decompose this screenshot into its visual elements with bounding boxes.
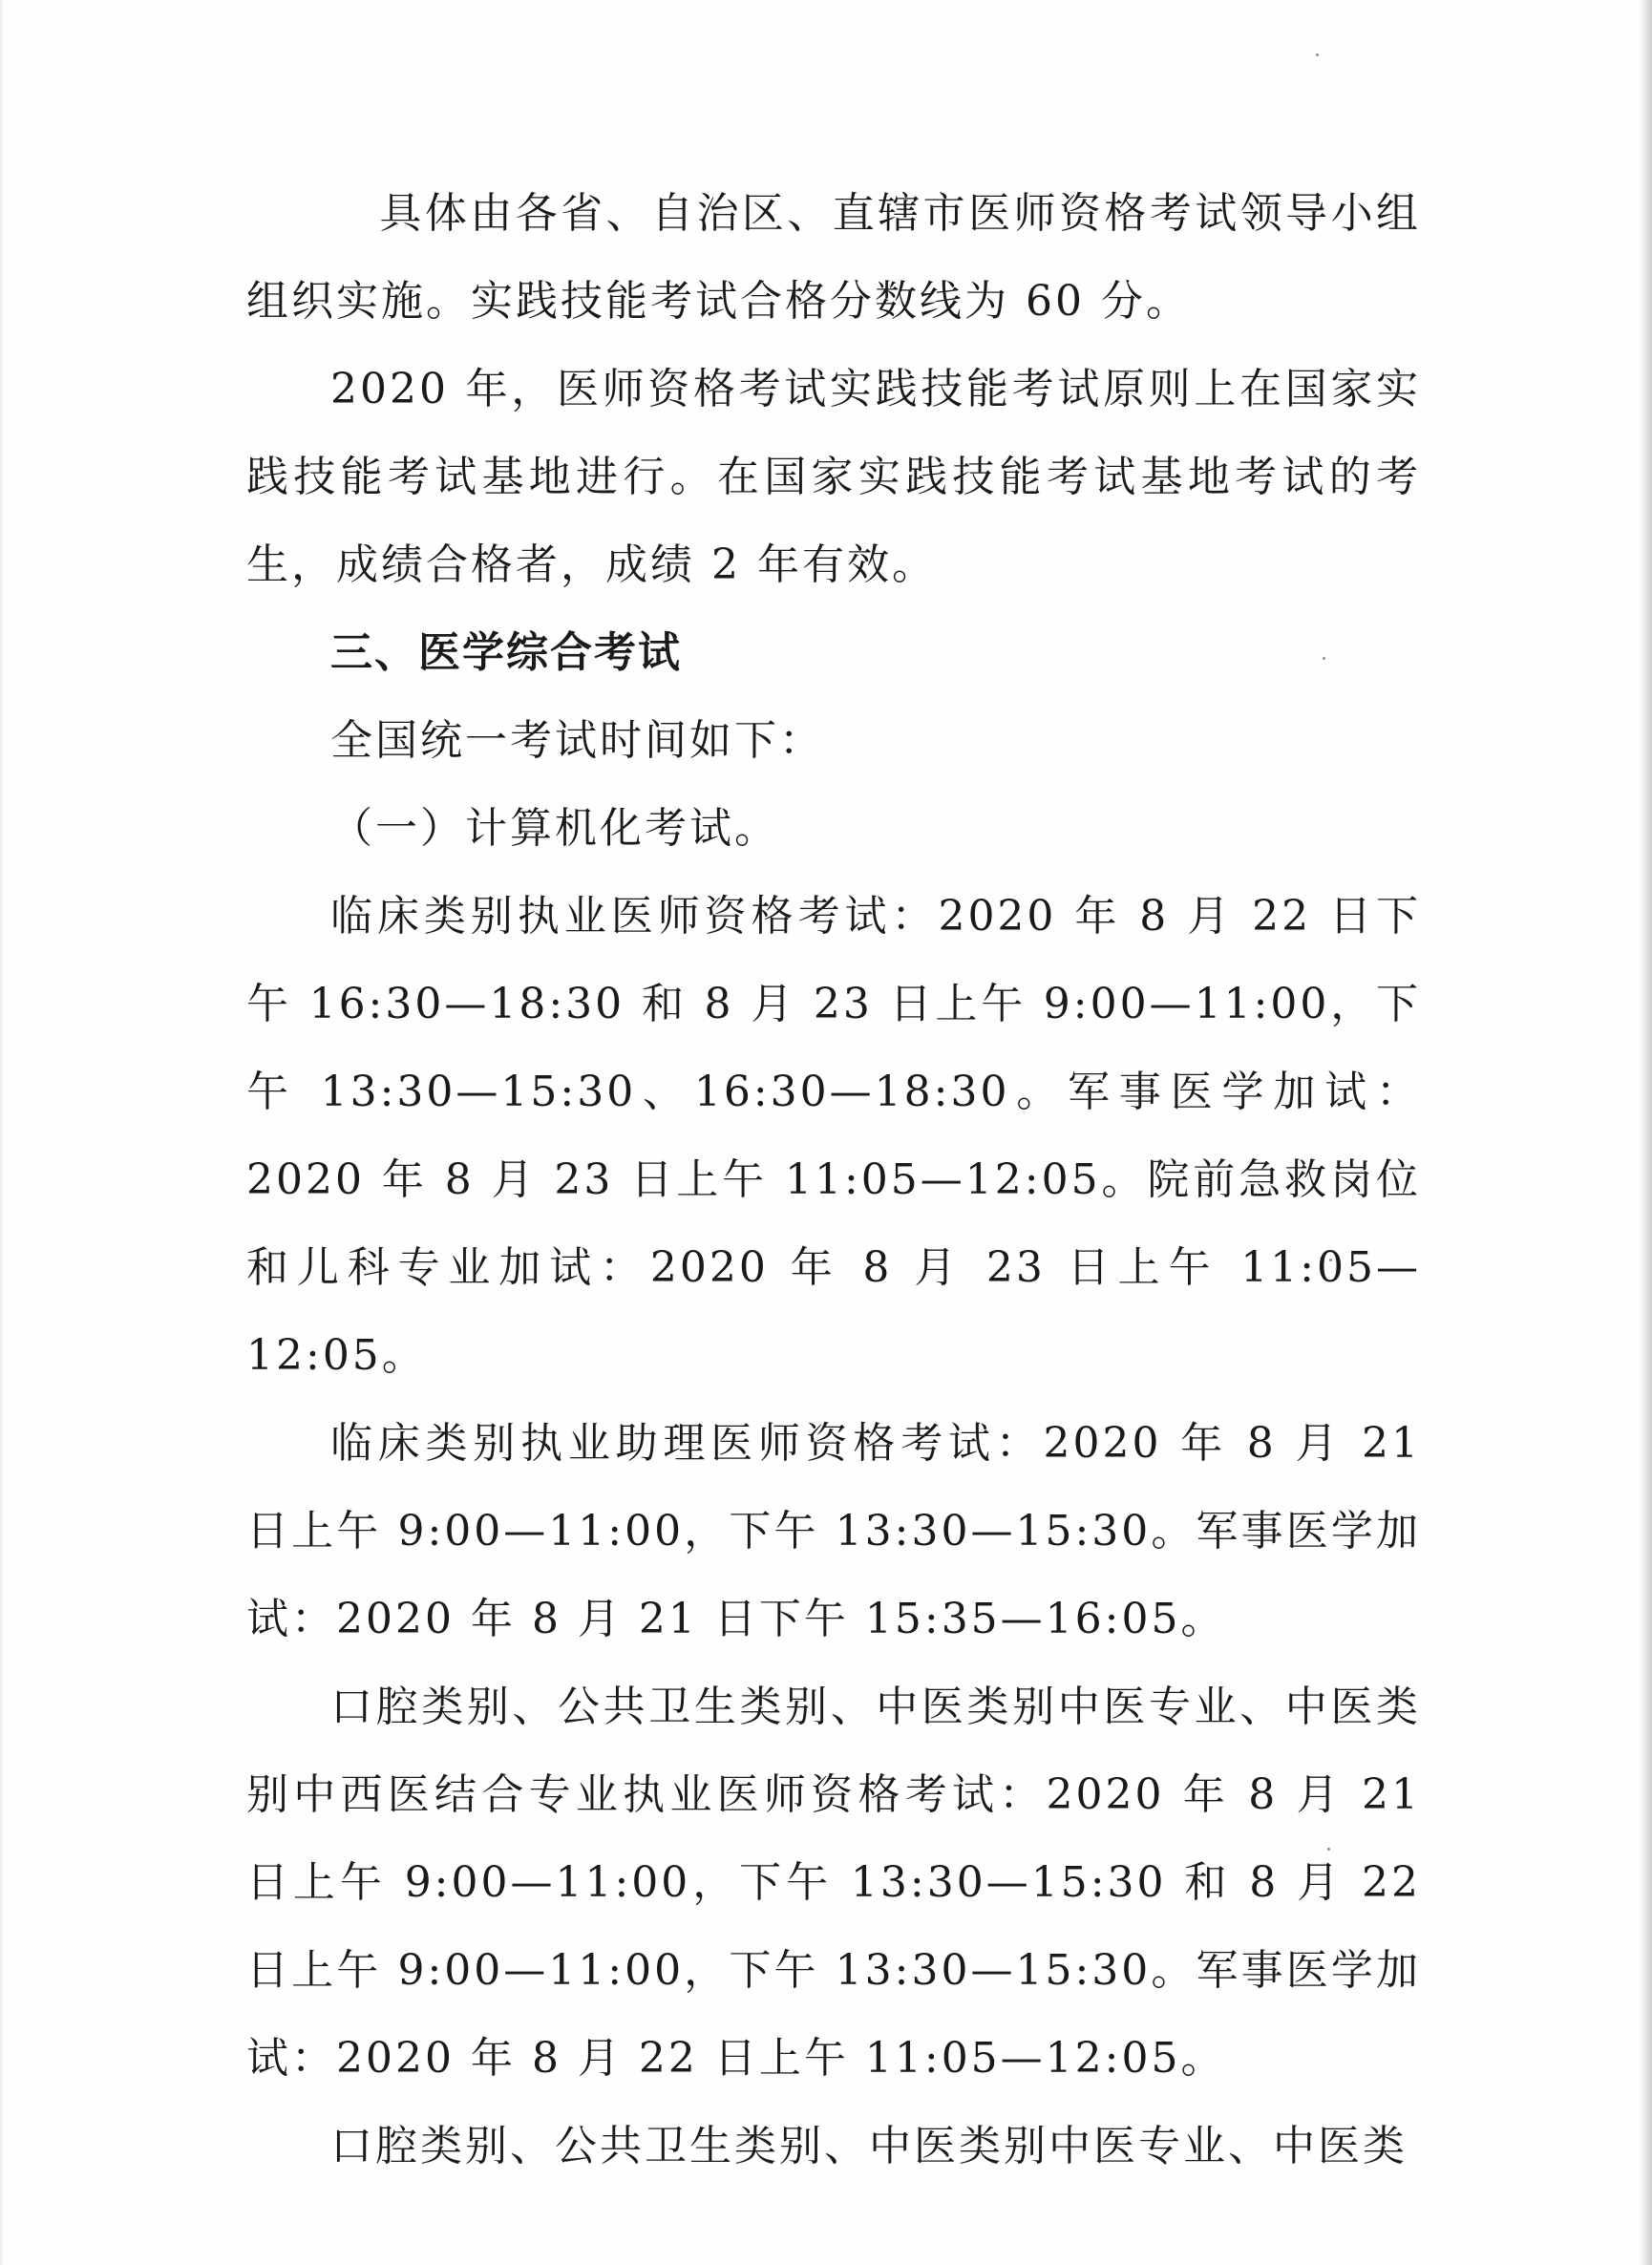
- document-body: [246, 170, 1437, 2191]
- paragraph-national-schedule-intro: 全国统一考试时间如下：: [330, 716, 824, 765]
- section-heading-comprehensive-exam: 三、医学综合考试: [330, 628, 682, 677]
- scan-speck: [1316, 53, 1319, 56]
- page-edge-left: [0, 0, 4, 2265]
- paragraph-dental-public-health-tcm-schedule: 口腔类别、公共卫生类别、中医类别中医专业、中医类别中西医结合专业执业医师资格考试：2020 年 8 月 21 日上午 9:00—11:00，下午 13:30—15:30 和 8 月 22 日上午 9:00—11:00，下午 13:30—15:30。军事医学加试：2020 年 8 月 22 日上午 11:05—12:05。: [246, 1683, 1437, 2083]
- paragraph-dental-public-health-tcm-continued: 口腔类别、公共卫生类别、中医类别中医专业、中医类: [330, 2122, 1408, 2170]
- page-edge-right: [1639, 0, 1652, 2265]
- paragraph-computer-exam-heading: （一）计算机化考试。: [330, 804, 779, 853]
- paragraph-clinical-physician-schedule: 临床类别执业医师资格考试：2020 年 8 月 22 日下午 16:30—18:30 和 8 月 23 日上午 9:00—11:00，下午 13:30—15:30、16:30—18:30。军事医学加试：2020 年 8 月 23 日上午 11:05—12:05。院前急救岗位和儿科专业加试：2020 年 8 月 23 日上午 11:05—12:05。: [246, 892, 1421, 1380]
- paragraph-practical-skills-base: 2020 年，医师资格考试实践技能考试原则上在国家实践技能考试基地进行。在国家实践技能考试基地考试的考生，成绩合格者，成绩 2 年有效。: [246, 365, 1421, 589]
- paragraph-clinical-assistant-schedule: 临床类别执业助理医师资格考试：2020 年 8 月 21 日上午 9:00—11:00，下午 13:30—15:30。军事医学加试：2020 年 8 月 21 日下午 15:35—16:05。: [246, 1419, 1437, 1643]
- paragraph-exam-organization: 具体由各省、自治区、直辖市医师资格考试领导小组组织实施。实践技能考试合格分数线为 60 分。: [246, 189, 1422, 326]
